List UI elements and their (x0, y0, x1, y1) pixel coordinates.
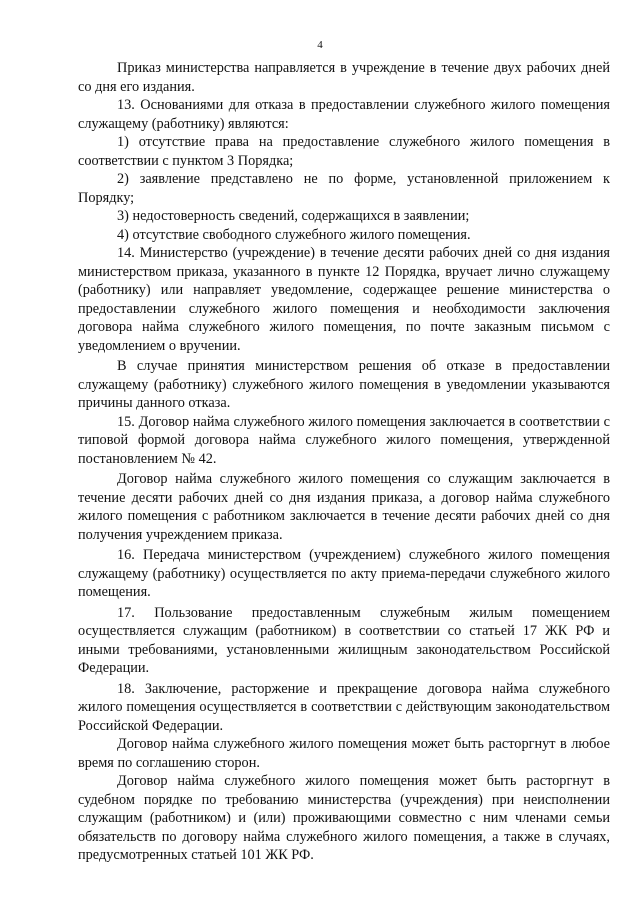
paragraph: Договор найма служебного жилого помещения может быть расторгнут в любое время по соглашению сторон. (78, 736, 610, 771)
paragraph: 15. Договор найма служебного жилого помещения заключается в соответствии с типовой формой договора найма служебного жилого помещения, утвержденной постановлением № 42. (78, 413, 610, 467)
paragraph: 1) отсутствие права на предоставление служебного жилого помещения в соответствии с пунктом 3 Порядка; (78, 134, 610, 169)
paragraph: 4) отсутствие свободного служебного жилого помещения. (117, 226, 471, 243)
page-number: 4 (317, 39, 323, 51)
paragraph: 17. Пользование предоставленным служебным жилым помещением осуществляется служащим (работником) в соответствии со статьей 17 ЖК РФ и иными требованиями, установленными жилищным законодательством Российской Федерации. (78, 604, 610, 676)
paragraph: 14. Министерство (учреждение) в течение десяти рабочих дней со дня издания министерством приказа, указанного в пункте 12 Порядка, вручает лично служащему (работнику) или направляет уведомление, содержащее решение министерства о предоставлении служебного жилого помещения и необходимости заключения договора найма служебного жилого помещения, по почте заказным письмом с уведомлением о вручении. (78, 245, 610, 354)
paragraph: Приказ министерства направляется в учреждение в течение двух рабочих дней со дня его издания. (78, 60, 610, 95)
paragraph: Договор найма служебного жилого помещения со служащим заключается в течение десяти рабочих дней со дня издания приказа, а договор найма служебного жилого помещения с работником заключается в течение десяти рабочих дней со дня получения учреждением приказа. (78, 471, 610, 543)
paragraph: 2) заявление представлено не по форме, установленной приложением к Порядку; (78, 171, 610, 206)
paragraph: В случае принятия министерством решения об отказе в предоставлении служащему (работнику) служебного жилого помещения в уведомлении указываются причины данного отказа. (78, 358, 610, 411)
paragraph: 16. Передача министерством (учреждением) служебного жилого помещения служащему (работнику) осуществляется по акту приема-передачи служебного жилого помещения. (78, 547, 610, 600)
paragraph: 13. Основаниями для отказа в предоставлении служебного жилого помещения служащему (работнику) являются: (78, 97, 610, 132)
paragraph: Договор найма служебного жилого помещения может быть расторгнут в судебном порядке по требованию министерства (учреждения) при неисполнении служащим (работником) и (или) проживающими совместно с ним членами семьи обязательств по договору найма служебного жилого помещения, а также в случаях, предусмотренных статьей 101 ЖК РФ. (78, 773, 610, 863)
paragraph: 18. Заключение, расторжение и прекращение договора найма служебного жилого помещения осуществляется в соответствии с действующим законодательством Российской Федерации. (78, 680, 610, 734)
paragraph: 3) недостоверность сведений, содержащихся в заявлении; (117, 208, 470, 224)
document-body (78, 59, 610, 865)
